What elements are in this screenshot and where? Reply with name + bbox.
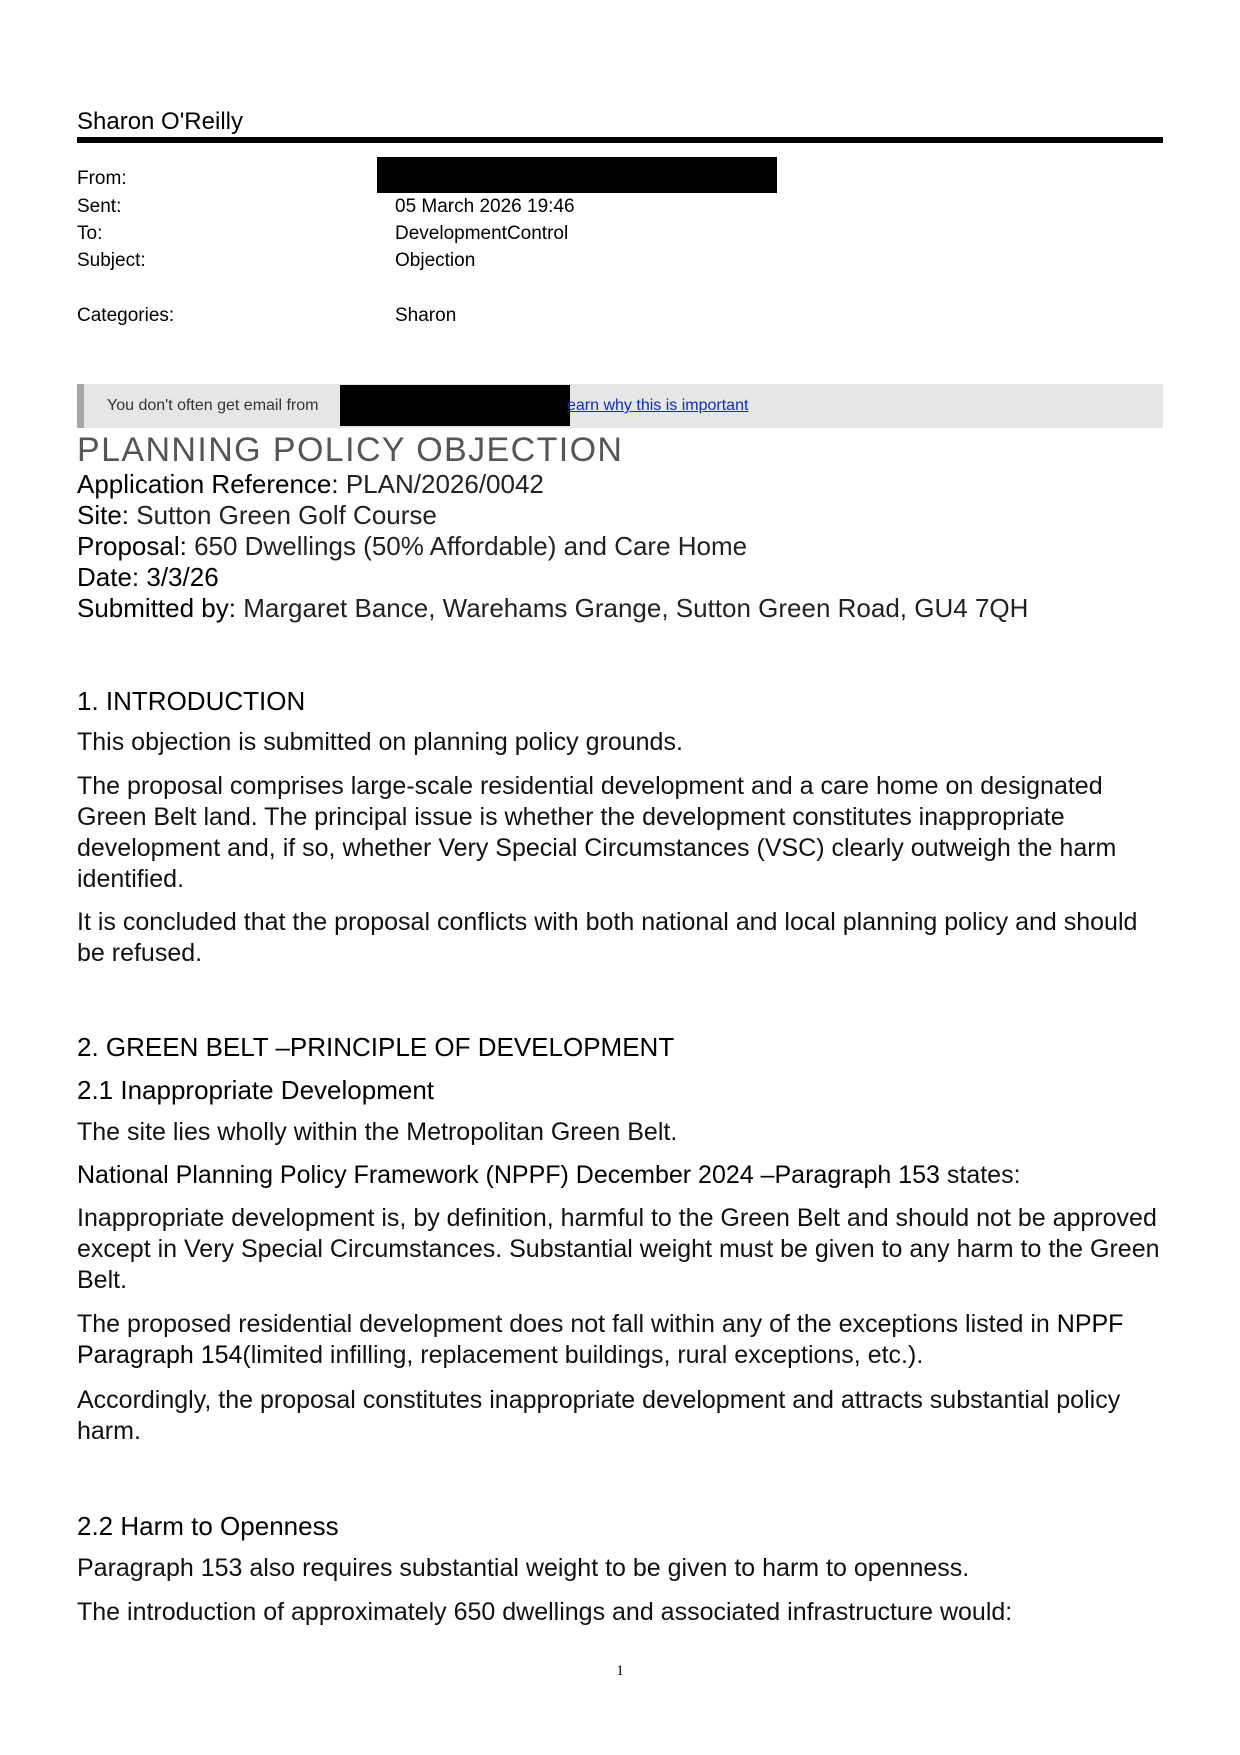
subject-row — [77, 249, 1163, 273]
mailbox-owner-name: Sharon O'Reilly — [77, 108, 243, 135]
submitted-by — [77, 593, 1028, 623]
nppf-paragraph-154-reference: NPPF Paragraph 154 — [77, 1310, 1124, 1369]
paragraph-text: It is concluded that the proposal conflicts with both national and local planning policy and should be refused. — [77, 908, 1138, 967]
redacted-sender-address — [340, 385, 570, 426]
subsection-2-1-paragraph-2 — [77, 1203, 1163, 1296]
date — [77, 562, 219, 592]
redacted-sender — [377, 157, 777, 193]
proposal-value: 650 Dwellings (50% Affordable) and Care Home — [194, 531, 748, 561]
page-number: 1 — [616, 1663, 624, 1679]
subsection-2-2-paragraph-2 — [77, 1597, 1163, 1628]
categories-row — [77, 304, 1163, 328]
application-reference-value: PLAN/2026/0042 — [345, 469, 544, 499]
subsection-2-1-heading: 2.1 Inappropriate Development — [77, 1075, 435, 1105]
paragraph-text — [77, 1309, 1163, 1371]
section-1-paragraph-2 — [77, 771, 1163, 895]
nppf-reference-tail: states: — [939, 1161, 1021, 1189]
submitted-by-label: Submitted by: — [77, 593, 236, 623]
section-1-paragraph-3 — [77, 907, 1163, 969]
learn-why-link[interactable]: earn why this is important — [567, 397, 749, 414]
sent-row — [77, 195, 1163, 219]
paragraph-text: Inappropriate development is, by definition, harmful to the Green Belt and should not be approved except in Very Special Circumstances. Substantial weight must be given to any harm to the Green Belt. — [77, 1204, 1160, 1294]
header-divider — [77, 137, 1163, 143]
paragraph-text: Accordingly, the proposal constitutes inappropriate development and attracts substantial policy harm. — [77, 1386, 1121, 1445]
categories-value: Sharon — [395, 305, 457, 326]
from-row — [77, 167, 1163, 191]
subject-label: Subject: — [77, 250, 146, 271]
sent-value: 05 March 2026 19:46 — [395, 196, 575, 217]
proposal — [77, 531, 747, 561]
site-value: Sutton Green Golf Course — [136, 500, 437, 530]
nppf-reference-line — [77, 1160, 1163, 1191]
section-2-heading: 2. GREEN BELT –PRINCIPLE OF DEVELOPMENT — [77, 1032, 675, 1062]
banner-accent-bar — [77, 384, 84, 428]
paragraph-text: Paragraph 153 also requires substantial weight to be given to harm to openness. — [77, 1554, 970, 1582]
paragraph-text: The site lies wholly within the Metropolitan Green Belt. — [77, 1118, 678, 1146]
to-label: To: — [77, 223, 103, 244]
sent-label: Sent: — [77, 196, 122, 217]
document-title: PLANNING POLICY OBJECTION — [77, 431, 624, 469]
subject-value: Objection — [395, 250, 476, 271]
site — [77, 500, 437, 530]
paragraph-text: The proposal comprises large-scale residential development and a care home on designated Green Belt land. The principal issue is whether the development constitutes inappropriate development and, if so, whether Very Special Circumstances (VSC) clearly outweigh the harm identified. — [77, 772, 1117, 893]
paragraph-text-start: The proposed residential development does not fall within any of the exceptions listed in — [77, 1310, 1057, 1338]
submitted-by-value: Margaret Bance, Warehams Grange, Sutton Green Road, GU4 7QH — [243, 593, 1029, 623]
site-label: Site: — [77, 500, 130, 530]
subsection-2-2-paragraph-1 — [77, 1553, 1163, 1584]
paragraph-text — [77, 1160, 1163, 1191]
subsection-2-1-paragraph-3 — [77, 1309, 1163, 1371]
subsection-2-1-paragraph-4 — [77, 1385, 1163, 1447]
proposal-label: Proposal: — [77, 531, 187, 561]
from-label: From: — [77, 168, 127, 189]
paragraph-text-end: (limited infilling, replacement buildings, rural exceptions, etc.). — [242, 1341, 924, 1369]
nppf-paragraph-153-reference: National Planning Policy Framework (NPPF) December 2024 –Paragraph 153 — [77, 1161, 940, 1189]
paragraph-text: The introduction of approximately 650 dwellings and associated infrastructure would: — [77, 1598, 1013, 1626]
paragraph-text: This objection is submitted on planning policy grounds. — [77, 728, 683, 756]
external-sender-banner — [77, 384, 1163, 428]
categories-label: Categories: — [77, 305, 175, 326]
application-reference — [77, 469, 544, 499]
section-1-paragraph-1 — [77, 727, 1163, 758]
date-line: Date: 3/3/26 — [77, 562, 219, 592]
section-1-heading: 1. INTRODUCTION — [77, 686, 306, 716]
to-row — [77, 222, 1163, 246]
subsection-2-1-paragraph-1 — [77, 1117, 1163, 1148]
subsection-2-2-heading: 2.2 Harm to Openness — [77, 1511, 339, 1541]
application-reference-label: Application Reference: — [77, 469, 339, 499]
to-value: DevelopmentControl — [395, 223, 569, 244]
banner-text: You don't often get email from — [107, 397, 319, 414]
